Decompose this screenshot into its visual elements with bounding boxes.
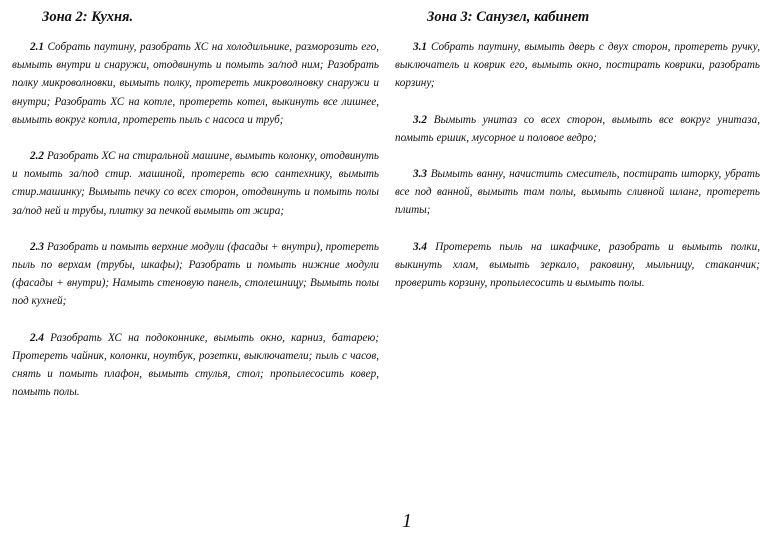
task-number: 3.4 [413, 240, 427, 253]
task-text: Разобрать ХС на стиральной машине, вымыть колонку, отодвинуть и помыть за/под стир. машиной, протереть всю сантехнику, вымыть стир.машинку; Вымыть печку со всех сторон, отодвинуть и помыть полы за/под ней и трубы, плитку за печкой вымыть от жира; [12, 150, 379, 217]
task-text: Вымыть ванну, начистить смеситель, постирать шторку, убрать все под ванной, вымыть там полы, вымыть сливной шланг, протереть плиты; [395, 168, 760, 217]
page-number: 1 [402, 510, 412, 532]
task-3-2 [395, 111, 760, 147]
task-2-3 [12, 238, 379, 311]
task-2-2 [12, 147, 379, 220]
task-3-1 [395, 38, 760, 93]
task-number: 3.1 [413, 41, 427, 53]
task-number: 3.2 [413, 113, 427, 126]
task-text: Разобрать ХС на подоконнике, вымыть окно, карниз, батарею; Протереть чайник, колонки, ноутбук, розетки, выключатели; пыль с часов, снять и помыть плафон, вымыть стулья, стол; пропылесосить ковер, помыть полы. [12, 331, 379, 399]
zone-3-heading: Зона 3: Санузел, кабинет [427, 9, 590, 25]
task-3-3 [395, 165, 760, 220]
task-number: 2.3 [30, 240, 44, 253]
zone-3-column [395, 8, 760, 310]
task-text: Разобрать и помыть верхние модули (фасады + внутри), протереть пыль по верхам (трубы, шкафы); Разобрать и помыть нижние модули (фасады + внутри); Намыть стеновую панель, столешницу; Вымыть полы под кухней; [12, 240, 379, 308]
task-number: 2.4 [30, 331, 44, 344]
task-number: 3.3 [413, 168, 427, 181]
zone-2-heading: Зона 2: Кухня. [42, 9, 134, 25]
task-text: Вымыть унитаз со всех сторон, вымыть все вокруг унитаза, помыть ершик, мусорное и половое ведро; [395, 113, 760, 144]
task-number: 2.2 [30, 150, 44, 163]
task-text: Собрать паутину, вымыть дверь с двух сторон, протереть ручку, выключатель и коврик его, вымыть окно, постирать коврики, разобрать корзину; [395, 41, 760, 90]
task-text: Собрать паутину, разобрать ХС на холодильнике, разморозить его, вымыть внутри и снаружи, отодвинуть и помыть за/под ним; Разобрать полку микроволновки, вымыть полку, протереть микроволновку снаружи и внутри; Разобрать ХС на котле, протереть котел, выкинуть все лишнее, вымыть вокруг котла, протереть пыль с насоса и труб; [12, 41, 379, 126]
task-2-1 [12, 38, 379, 129]
task-number: 2.1 [30, 41, 44, 53]
task-3-4 [395, 238, 760, 293]
task-2-4 [12, 329, 379, 402]
task-text: Протереть пыль на шкафчике, разобрать и вымыть полки, выкинуть хлам, вымыть зеркало, раковину, мыльницу, стаканчик; проверить корзину, пропылесосить и вымыть полы. [395, 240, 760, 290]
zone-2-column [12, 8, 379, 419]
